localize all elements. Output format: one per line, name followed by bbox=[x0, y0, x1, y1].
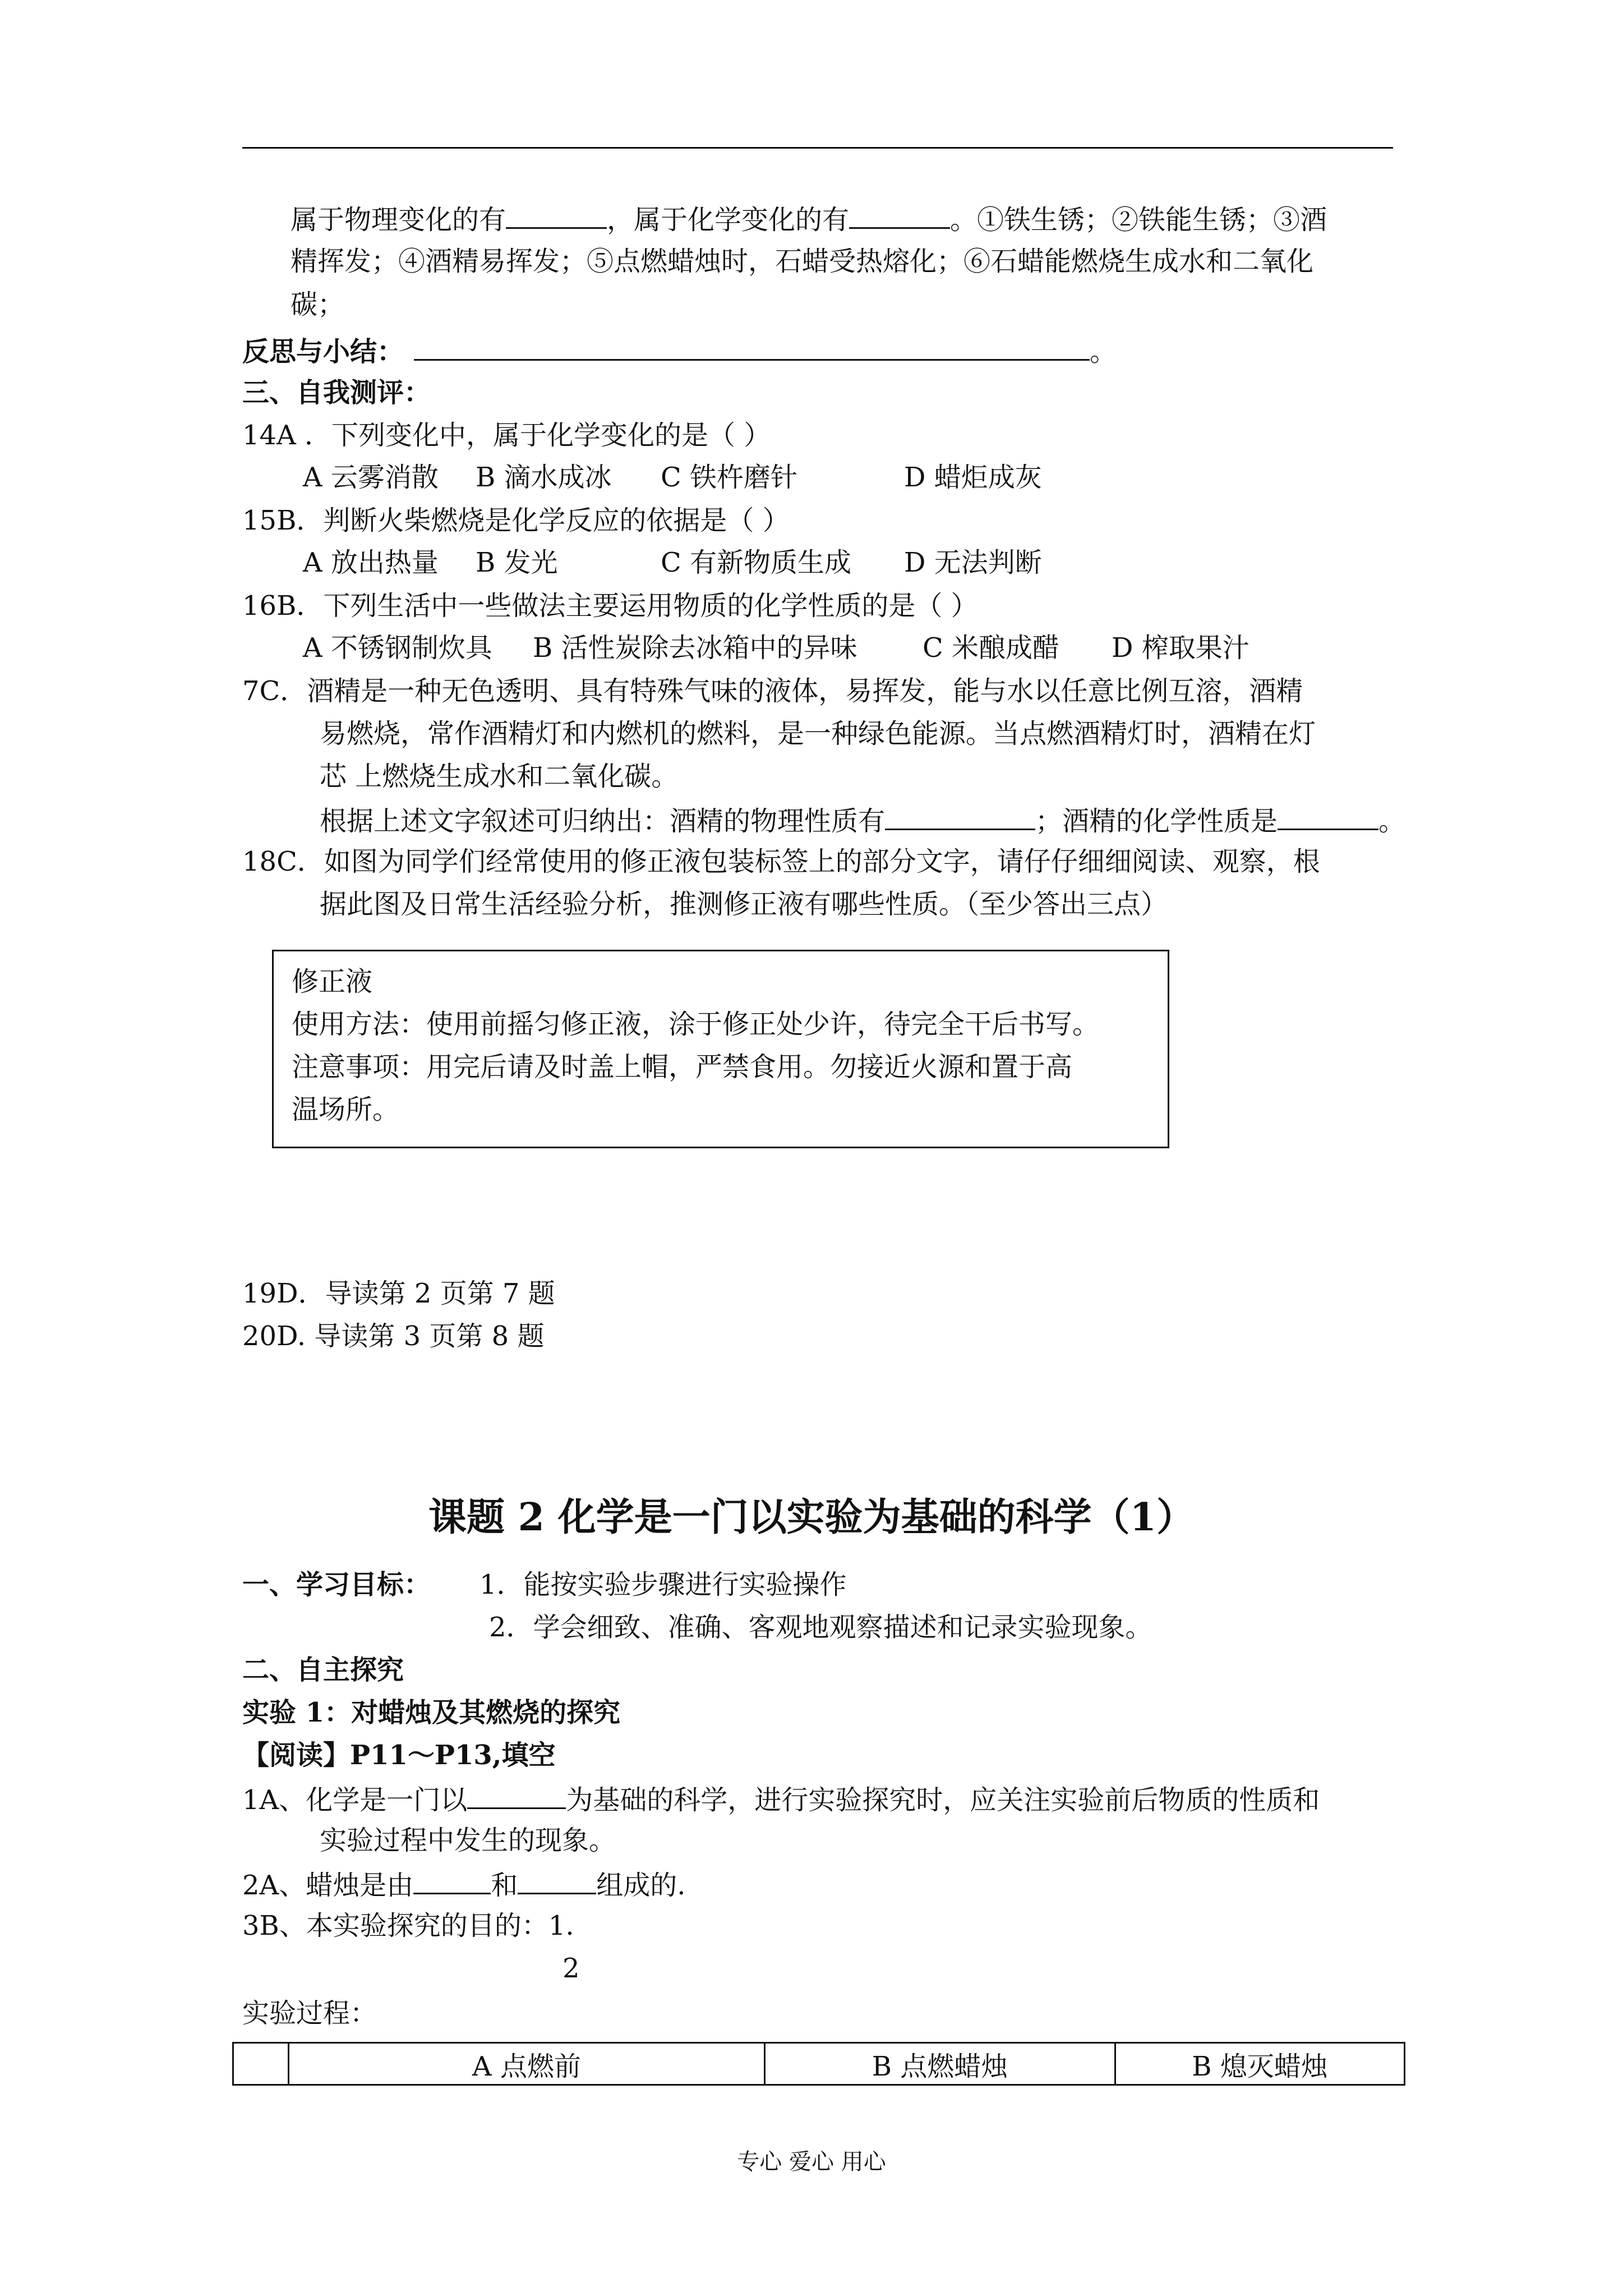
q14-stem: 14A ．下列变化中，属于化学变化的是（ ） bbox=[242, 420, 771, 451]
q20: 20D. 导读第 3 页第 8 题 bbox=[242, 1320, 545, 1352]
section3-heading: 三、自我测评： bbox=[242, 377, 431, 408]
q16-option-d: D 榨取果汁 bbox=[1112, 632, 1249, 664]
intro-line-2: 精挥发；④酒精易挥发；⑤点燃蜡烛时，石蜡受热熔化；⑥石蜡能燃烧生成水和二氧化 bbox=[291, 246, 1314, 277]
label-name: 修正液 bbox=[292, 966, 373, 997]
q14-option-c: C 铁杵磨针 bbox=[661, 462, 797, 493]
q16-stem: 16B．下列生活中一些做法主要运用物质的化学性质的是（ ） bbox=[242, 590, 978, 622]
reflection-line: 反思与小结： 。 bbox=[242, 331, 1117, 370]
goal-2: 2．学会细致、准确、客观地观察描述和记录实验现象。 bbox=[489, 1612, 1152, 1643]
q16-option-b: B 活性炭除去冰箱中的异味 bbox=[533, 632, 857, 664]
q15-option-c: C 有新物质生成 bbox=[661, 547, 851, 578]
intro-line-3: 碳； bbox=[291, 289, 345, 320]
q16-option-c: C 米酿成醋 bbox=[923, 632, 1059, 664]
experiment-process-table bbox=[232, 2042, 1405, 2086]
goal-1: 1．能按实验步骤进行实验操作 bbox=[479, 1569, 847, 1600]
q17-line-2: 易燃烧，常作酒精灯和内燃机的燃料，是一种绿色能源。当点燃酒精灯时，酒精在灯 bbox=[320, 718, 1316, 749]
label-notice-1: 注意事项：用完后请及时盖上帽，严禁食用。勿接近火源和置于高 bbox=[292, 1051, 1073, 1083]
table-corner-cell bbox=[233, 2043, 289, 2085]
q18-line-2: 据此图及日常生活经验分析，推测修正液有哪些性质。（至少答出三点） bbox=[320, 889, 1168, 920]
table-header-c: B 熄灭蜡烛 bbox=[1115, 2043, 1405, 2085]
q14-option-d: D 蜡炬成灰 bbox=[904, 462, 1042, 493]
table-header-b: B 点燃蜡烛 bbox=[765, 2043, 1115, 2085]
q15-option-b: B 发光 bbox=[476, 547, 558, 578]
reading-instruction: 【阅读】P11～P13,填空 bbox=[242, 1740, 556, 1771]
intro-line-1: 属于物理变化的有 ，属于化学变化的有 。①铁生锈；②铁能生锈；③酒 bbox=[291, 199, 1327, 238]
label-usage: 使用方法：使用前摇匀修正液，涂于修正处少许，待完全干后书写。 bbox=[292, 1009, 1100, 1040]
goals-label: 一、学习目标： bbox=[242, 1569, 431, 1600]
lesson-q3-purpose-2: 2 bbox=[562, 1953, 580, 1984]
q16-option-a: A 不锈钢制炊具 bbox=[303, 632, 492, 664]
q18-line-1: 18C．如图为同学们经常使用的修正液包装标签上的部分文字，请仔仔细细阅读、观察，根 bbox=[242, 846, 1320, 877]
q15-stem: 15B．判断火柴燃烧是化学反应的依据是（ ） bbox=[242, 505, 790, 536]
header-rule bbox=[242, 147, 1393, 149]
q14-option-b: B 滴水成冰 bbox=[476, 462, 612, 493]
lesson-q1-line-2: 实验过程中发生的现象。 bbox=[320, 1825, 616, 1856]
q17-line-3: 芯 上燃烧生成水和二氧化碳。 bbox=[320, 761, 679, 792]
process-label: 实验过程： bbox=[242, 1998, 377, 2029]
lesson-q2: 2A、蜡烛是由 和 组成的. bbox=[242, 1865, 686, 1904]
lesson-q3: 3B、本实验探究的目的：1. bbox=[242, 1910, 574, 1941]
q17-line-1: 7C．酒精是一种无色透明、具有特殊气味的液体，易挥发，能与水以任意比例互溶，酒精 bbox=[242, 675, 1303, 707]
q17-line-4: 根据上述文字叙述可归纳出：酒精的物理性质有 ；酒精的化学性质是 。 bbox=[320, 800, 1405, 840]
section2-heading: 二、自主探究 bbox=[242, 1654, 404, 1686]
q19: 19D．导读第 2 页第 7 题 bbox=[242, 1278, 555, 1309]
q15-option-a: A 放出热量 bbox=[303, 547, 439, 578]
page-footer: 专心 爱心 用心 bbox=[737, 2149, 886, 2175]
label-notice-2: 温场所。 bbox=[292, 1094, 400, 1125]
table-header-a: A 点燃前 bbox=[289, 2043, 765, 2085]
lesson-title: 课题 2 化学是一门以实验为基础的科学（1） bbox=[428, 1495, 1195, 1540]
experiment-1-heading: 实验 1：对蜡烛及其燃烧的探究 bbox=[242, 1697, 621, 1728]
lesson-q1-line-1: 1A、化学是一门以 为基础的科学，进行实验探究时，应关注实验前后物质的性质和 bbox=[242, 1779, 1320, 1819]
q14-option-a: A 云雾消散 bbox=[303, 462, 439, 493]
q15-option-d: D 无法判断 bbox=[904, 547, 1042, 578]
table-row bbox=[233, 2043, 1405, 2085]
